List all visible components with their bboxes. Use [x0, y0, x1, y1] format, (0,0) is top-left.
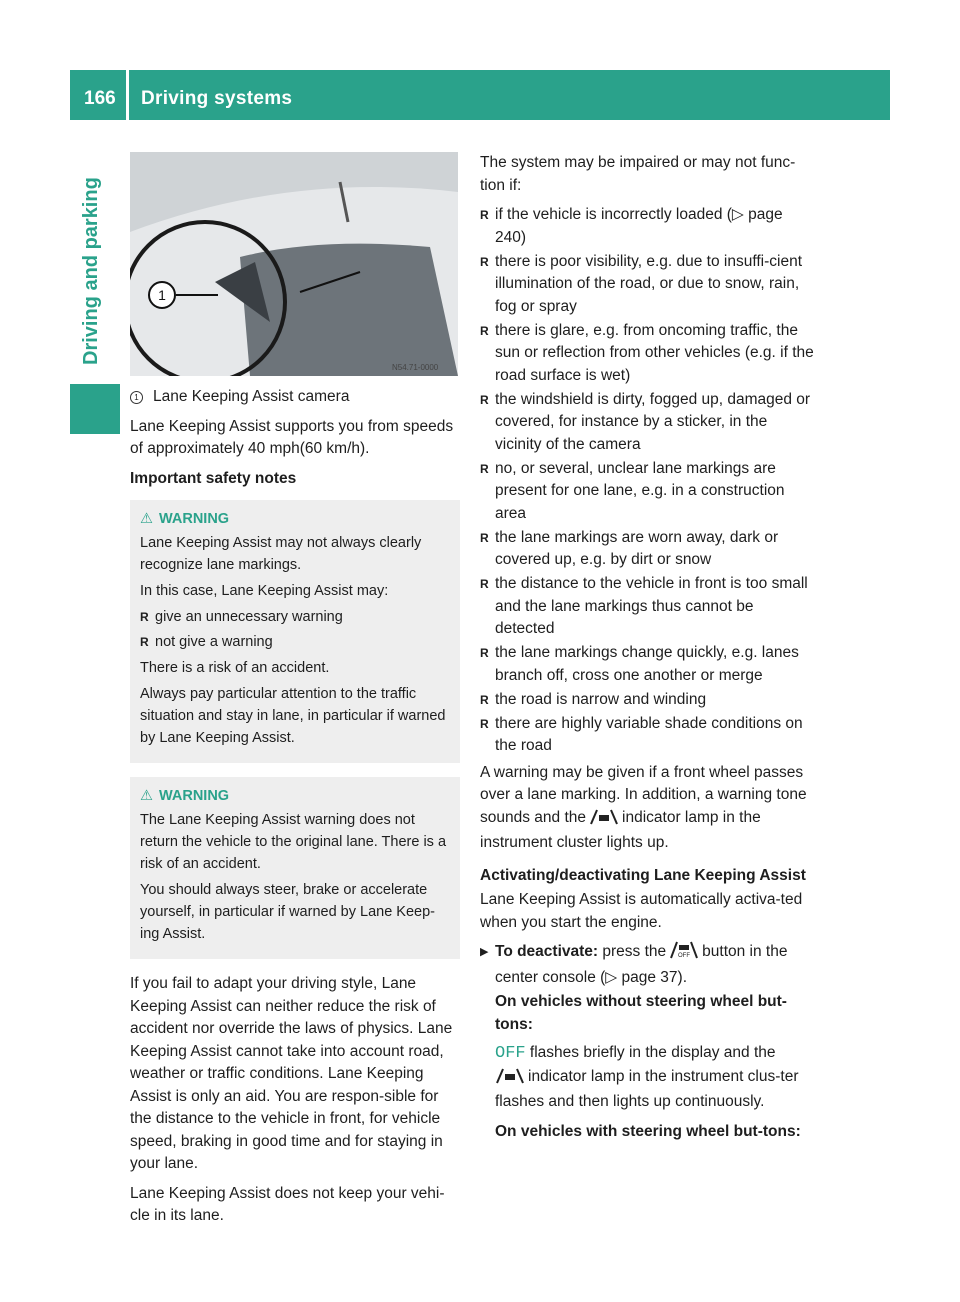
with-buttons-heading: On vehicles with steering wheel but-tons: — [495, 1122, 801, 1140]
list-item: R there are highly variable shade conditions on the road — [480, 713, 815, 758]
lane-keeping-indicator-icon — [495, 1068, 525, 1092]
safety-heading: Important safety notes — [130, 469, 297, 487]
list-item: R give an unnecessary warning — [140, 606, 450, 628]
warning-paragraph: A warning may be given if a front wheel passes over a lane marking. In addition, a warning tone sounds and the indicator lamp in the instrument cluster lights up. — [480, 763, 807, 851]
off-display-text: OFF — [495, 1044, 526, 1063]
deactivate-step: ▶ To deactivate: press the OFF button in the center console (▷ page 37). On vehicles without steering wheel but-tons: OFF flashes briefly in the display and the indicator lamp in the instrument clus-ter flashes and then lights up continuously. On vehicles with steering wheel but-tons: — [480, 941, 815, 1143]
no-buttons-heading: On vehicles without steering wheel but-tons: — [495, 993, 787, 1033]
left-column — [130, 152, 460, 1235]
lane-paragraph: Lane Keeping Assist does not keep your vehi-cle in its lane. — [130, 1184, 445, 1224]
page-number: 166 — [84, 88, 116, 109]
intro-paragraph: Lane Keeping Assist supports you from speeds of approximately 40 mph(60 km/h). — [130, 417, 454, 457]
activate-paragraph: Lane Keeping Assist is automatically activa-ted when you start the engine. — [480, 891, 803, 931]
side-tab-block — [70, 384, 120, 434]
impairment-list — [480, 204, 815, 758]
list-item: R there is glare, e.g. from oncoming traffic, the sun or reflection from other vehicles (e.g. if the road surface is wet) — [480, 320, 815, 388]
callout-number: 1 — [158, 287, 166, 303]
list-item: R the windshield is dirty, fogged up, damaged or covered, for instance by a sticker, in the vicinity of the camera — [480, 389, 815, 457]
list-item: R if the vehicle is incorrectly loaded (▷ page 240) — [480, 204, 815, 249]
list-item: R not give a warning — [140, 631, 450, 653]
warning-triangle-icon: ⚠ — [140, 511, 153, 527]
warning-triangle-icon: ⚠ — [140, 788, 153, 804]
physics-paragraph: If you fail to adapt your driving style, Lane Keeping Assist can neither reduce the risk of accident nor override the laws of physics. Lane Keeping Assist cannot take into account road, weather or traffic conditions. Lane Keeping Assist is only an aid. You are respon-sible for the distance to the vehicle in front, for vehicle speed, braking in good time and for staying in your lane. — [130, 975, 453, 1172]
windshield-illustration — [130, 152, 458, 376]
figure-code: N54.71-0000 — [392, 363, 439, 372]
header-separator — [126, 70, 129, 120]
list-item: R the road is narrow and winding — [480, 689, 815, 712]
list-item: R there is poor visibility, e.g. due to insuffi-cient illumination of the road, or due to snow, rain, fog or spray — [480, 251, 815, 319]
list-item: R the lane markings change quickly, e.g. lanes branch off, cross one another or merge — [480, 642, 815, 687]
button-icon-label: OFF — [678, 953, 691, 959]
side-tab-label: Driving and parking — [80, 177, 102, 365]
callout-1-icon: 1 — [130, 391, 143, 404]
warning-list — [140, 606, 450, 653]
warning-title: WARNING — [159, 511, 230, 527]
activate-heading: Activating/deactivating Lane Keeping Assist — [480, 866, 806, 884]
warning-box-1: ⚠ WARNING Lane Keeping Assist may not always clearly recognize lane markings. In this case, Lane Keeping Assist may: R give an unnecessary warning R not give a warning There is a risk of an accident. Always pay particular attention to the traffic situation and stay in lane, in particular if warned by Lane Keeping Assist. — [130, 500, 460, 763]
lane-keeping-indicator-icon — [589, 809, 619, 833]
list-item: R the distance to the vehicle in front is too small and the lane markings thus cannot be detected — [480, 573, 815, 641]
figure-caption: 1 Lane Keeping Assist camera — [130, 386, 460, 409]
warning-title: WARNING — [159, 788, 230, 804]
lane-keeping-button-icon — [669, 941, 699, 967]
impaired-intro: The system may be impaired or may not func-tion if: — [480, 154, 796, 194]
off-paragraph: OFF flashes briefly in the display and the indicator lamp in the instrument clus-ter flashes and then lights up continuously. — [495, 1044, 799, 1110]
camera-photo — [130, 152, 458, 376]
right-column — [480, 152, 815, 1150]
list-item: R no, or several, unclear lane markings are present for one lane, e.g. in a construction area — [480, 458, 815, 526]
list-item: R the lane markings are worn away, dark or covered up, e.g. by dirt or snow — [480, 527, 815, 572]
warning-box-2: ⚠ WARNING The Lane Keeping Assist warning does not return the vehicle to the original lane. There is a risk of an accident. You should always steer, brake or accelerate yourself, in particular if warned by Lane Keep-ing Assist. — [130, 777, 460, 959]
section-title: Driving systems — [141, 88, 293, 109]
